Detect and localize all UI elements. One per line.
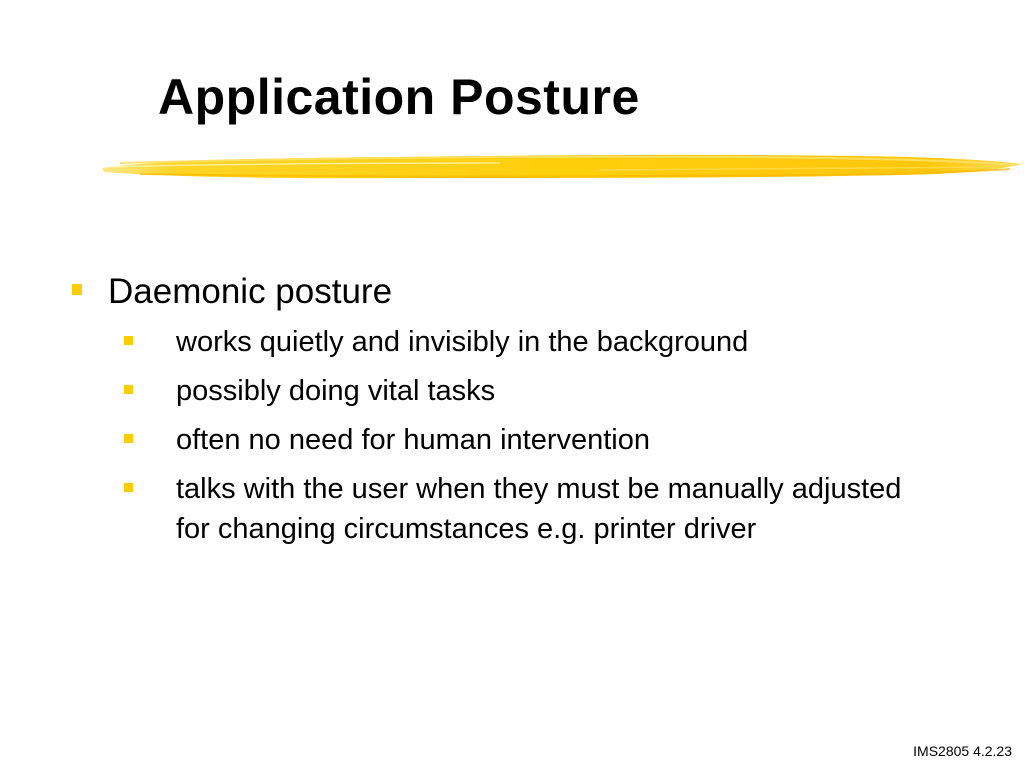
sub-bullet-item xyxy=(0,420,1024,460)
slide-body xyxy=(0,268,1024,558)
sub-bullet-item xyxy=(0,469,1024,549)
square-bullet-icon xyxy=(124,336,133,345)
square-bullet-icon xyxy=(124,385,133,394)
sub-bullet-text: often no need for human intervention xyxy=(176,424,650,456)
bullet-text: Daemonic posture xyxy=(108,272,393,311)
sub-bullet-text: possibly doing vital tasks xyxy=(176,375,496,407)
slide-footer: IMS2805 4.2.23 xyxy=(913,743,1012,759)
bullet-item xyxy=(0,268,1024,316)
sub-bullet-text: works quietly and invisibly in the background xyxy=(176,326,749,358)
sub-bullet-list xyxy=(0,322,1024,549)
square-bullet-icon xyxy=(72,284,82,295)
sub-bullet-item xyxy=(0,371,1024,411)
sub-bullet-item xyxy=(0,322,1024,362)
square-bullet-icon xyxy=(124,434,133,443)
title-underline-brushstroke xyxy=(100,148,1024,188)
slide-title: Application Posture xyxy=(158,69,640,125)
sub-bullet-text: talks with the user when they must be manually adjusted for changing circumstances e.g. printer driver xyxy=(176,473,902,545)
square-bullet-icon xyxy=(124,483,133,492)
